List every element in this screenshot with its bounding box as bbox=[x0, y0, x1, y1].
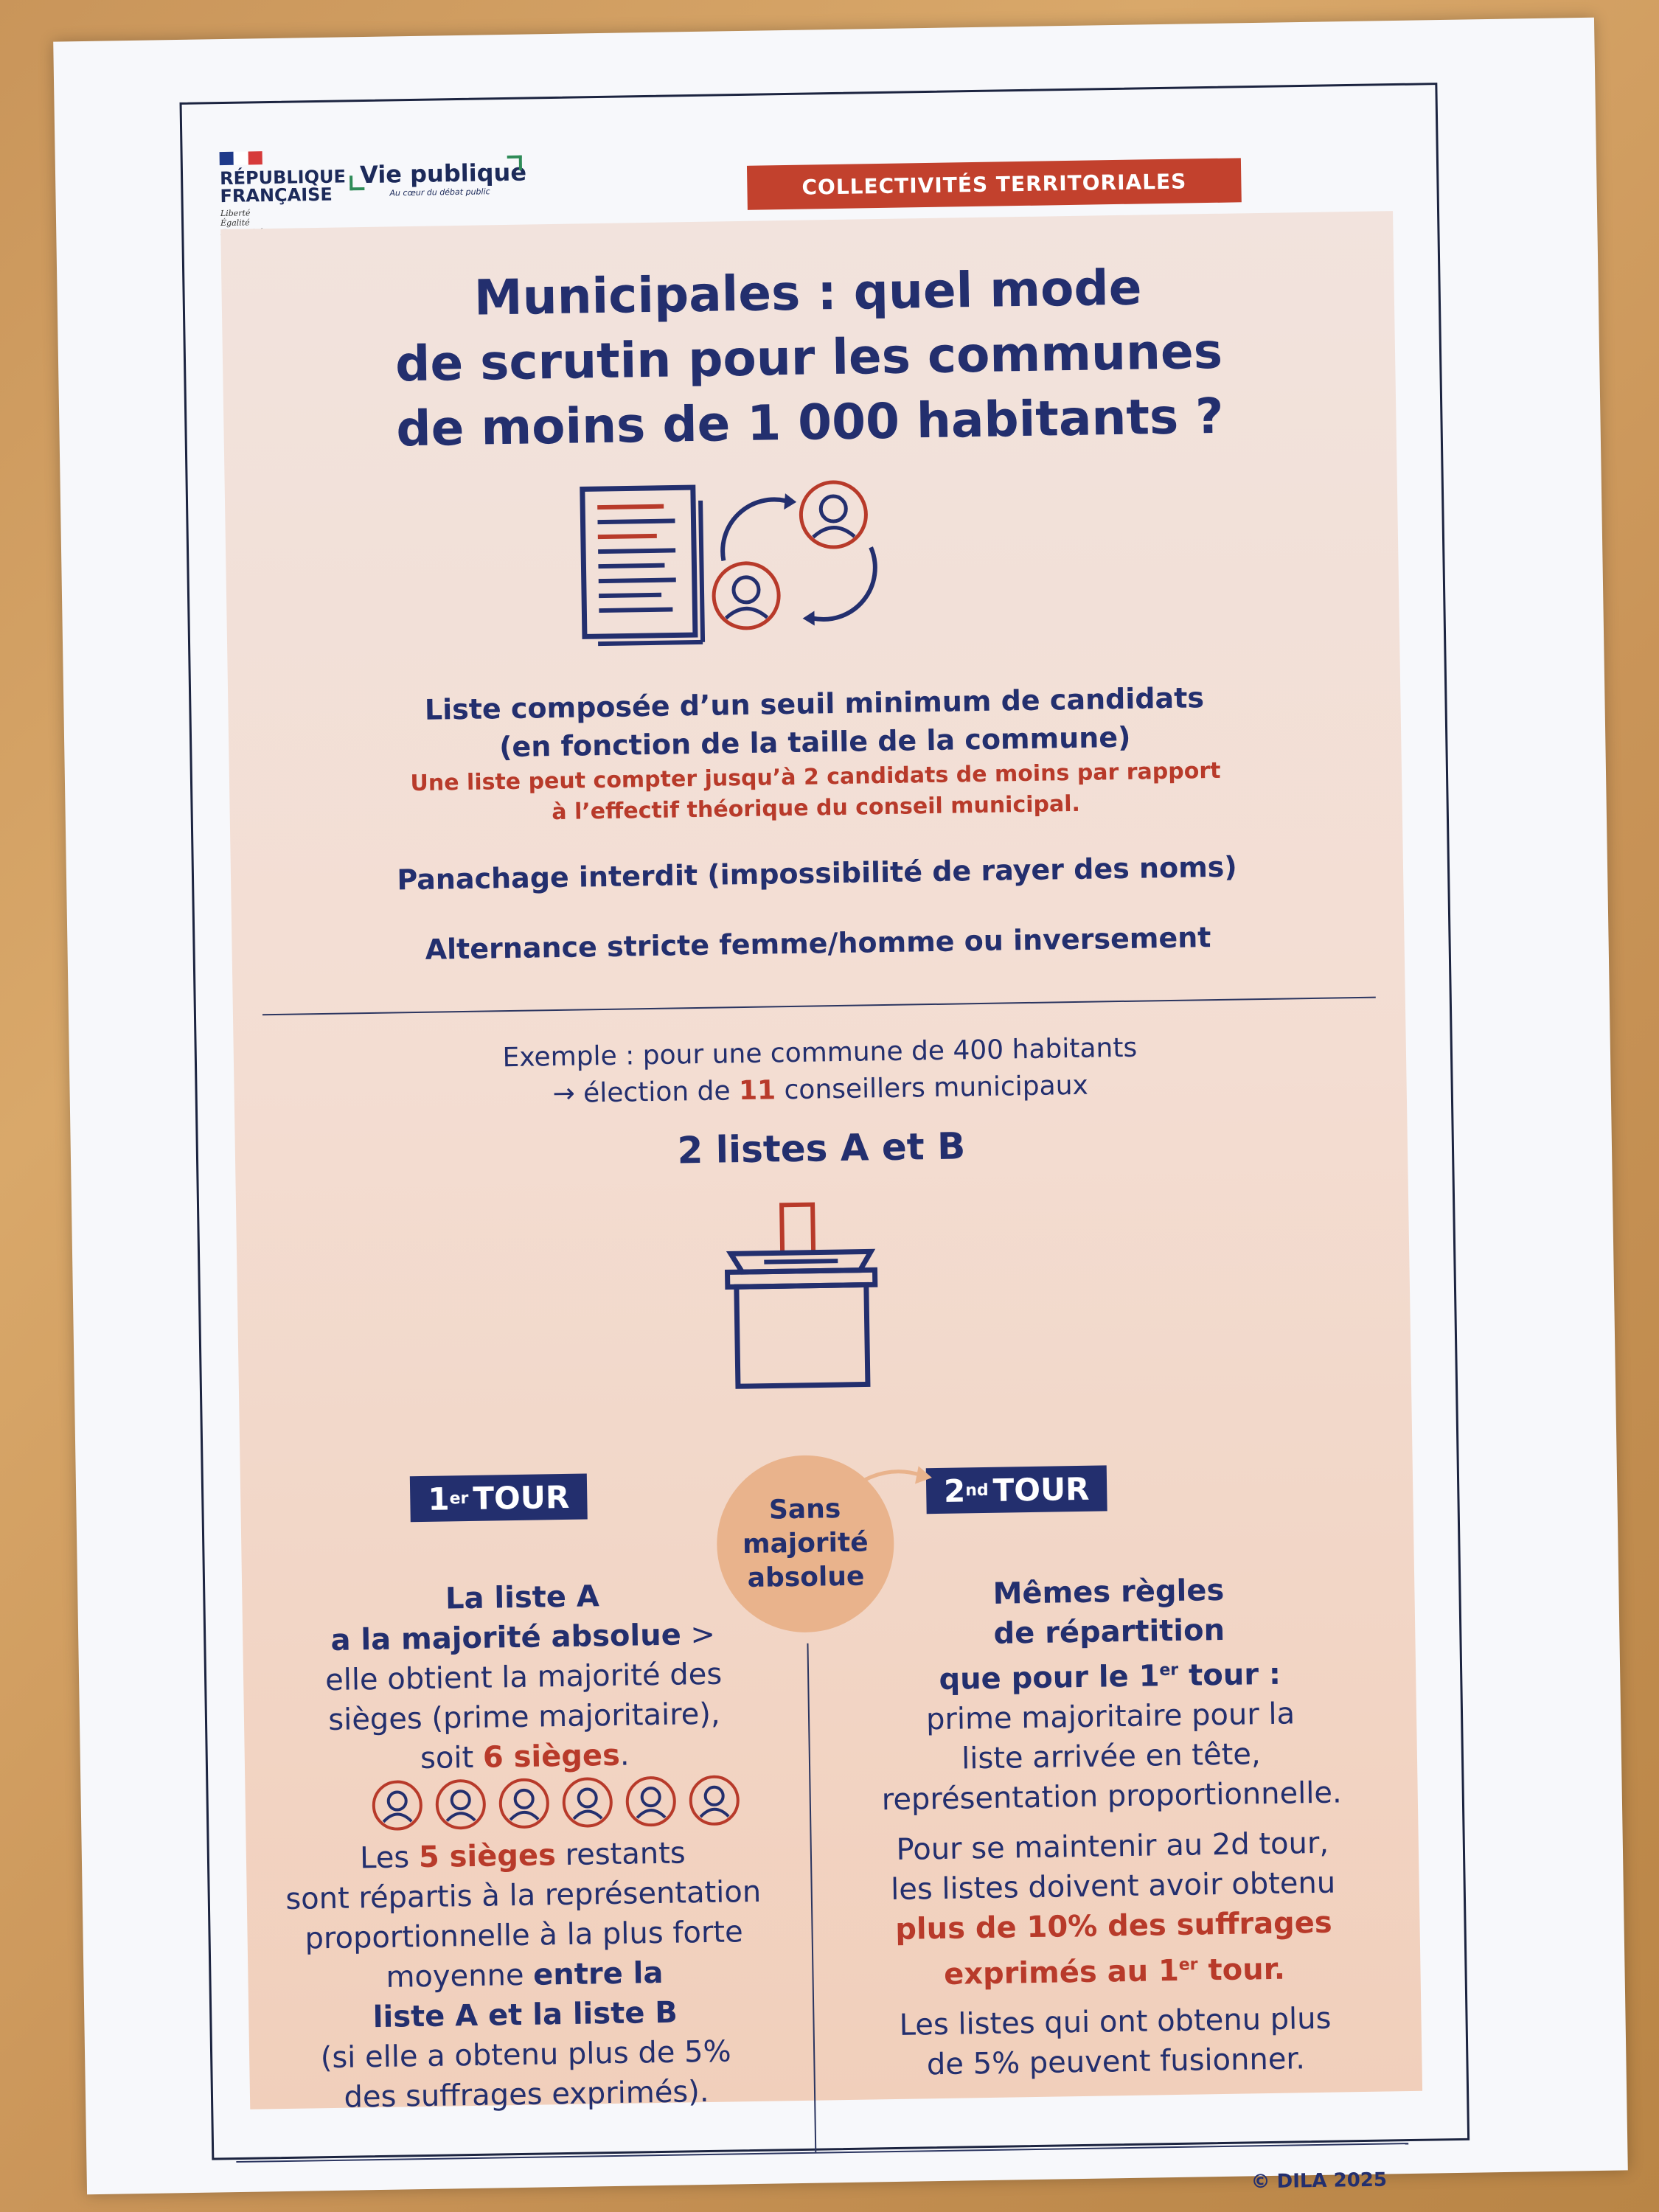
tour2-label bbox=[926, 1465, 1107, 1514]
copyright: © DILA 2025 bbox=[1251, 2168, 1388, 2194]
tour1-line: elle obtient la majorité des bbox=[324, 1657, 723, 1698]
tour2-column bbox=[817, 1568, 1408, 2086]
motto-liberte: Liberté bbox=[220, 208, 251, 219]
seat-person-icon bbox=[687, 1773, 741, 1827]
tour2-number: 2 bbox=[943, 1472, 966, 1509]
column-separator bbox=[807, 1644, 816, 2152]
example-suffix: conseillers municipaux bbox=[775, 1070, 1089, 1106]
note-line: à l’effectif théorique du conseil municipal. bbox=[552, 790, 1081, 826]
threshold-line: exprimés au 1 bbox=[943, 1953, 1180, 1992]
remaining-suffix: restants bbox=[555, 1836, 686, 1873]
tour2-line: Les listes qui ont obtenu plus bbox=[899, 2001, 1332, 2042]
seat-person-icon bbox=[560, 1775, 614, 1829]
title-line: de moins de 1 000 habitants ? bbox=[395, 387, 1225, 458]
tour2-line: prime majoritaire pour la bbox=[925, 1697, 1295, 1737]
infographic-panel bbox=[220, 211, 1422, 2194]
document-frame bbox=[180, 83, 1470, 2194]
tour2-line: liste arrivée en tête, bbox=[961, 1737, 1261, 1776]
tour1-prefix: soit bbox=[420, 1740, 484, 1776]
lists-heading: 2 listes A et B bbox=[677, 1124, 966, 1172]
tour1-text: TOUR bbox=[473, 1478, 570, 1517]
tour2-heading: de répartition bbox=[993, 1613, 1225, 1651]
circle-line: absolue bbox=[747, 1561, 865, 1594]
example-arrow-text: → élection de bbox=[552, 1076, 740, 1110]
divider bbox=[262, 997, 1376, 1016]
seats-five: 5 sièges bbox=[418, 1838, 557, 1875]
remaining-line: proportionnelle à la plus forte bbox=[305, 1915, 744, 1956]
threshold-ten-percent: plus de 10% des suffrages bbox=[894, 1905, 1333, 1947]
tour1-sup: er bbox=[449, 1489, 469, 1508]
six-seats-icons bbox=[370, 1773, 741, 1832]
republique-line2: FRANÇAISE bbox=[220, 184, 333, 207]
tour2-sup: nd bbox=[965, 1481, 989, 1500]
seats-six: 6 sièges bbox=[482, 1738, 621, 1775]
title-line: Municipales : quel mode bbox=[473, 259, 1142, 327]
remaining-prefix: Les bbox=[359, 1840, 420, 1876]
list-line: (en fonction de la taille de la commune) bbox=[498, 720, 1131, 764]
tour1-column bbox=[286, 1574, 761, 1781]
councillor-count: 11 bbox=[738, 1075, 776, 1107]
tour1-heading: La liste A bbox=[445, 1579, 600, 1616]
candidate-list-icon bbox=[575, 477, 888, 652]
tour1-number: 1 bbox=[427, 1480, 450, 1517]
tour1-suffix: . bbox=[619, 1738, 630, 1773]
tour1-gt: > bbox=[681, 1617, 716, 1652]
tour2-heading-sup: er bbox=[1159, 1660, 1179, 1680]
seat-person-icon bbox=[370, 1778, 424, 1832]
brand-name: Vie publique bbox=[359, 158, 527, 189]
category-banner: COLLECTIVITÉS TERRITORIALES bbox=[747, 158, 1242, 210]
republique-francaise-logo bbox=[220, 150, 347, 237]
tour1-label bbox=[410, 1473, 588, 1522]
footer-divider bbox=[236, 2143, 1408, 2163]
remaining-bold: entre la bbox=[532, 1955, 664, 1992]
circle-line: Sans bbox=[768, 1494, 841, 1526]
title-line: de scrutin pour les communes bbox=[394, 322, 1223, 393]
tour2-heading: que pour le 1 bbox=[939, 1659, 1160, 1697]
note-line: Une liste peut compter jusqu’à 2 candidats de moins par rapport bbox=[410, 757, 1221, 797]
remaining-bold: liste A et la liste B bbox=[372, 1995, 678, 2035]
threshold-line: tour. bbox=[1197, 1952, 1286, 1988]
motto-egalite: Égalité bbox=[220, 218, 250, 229]
tour1-remaining bbox=[261, 1832, 789, 2118]
page-title bbox=[221, 251, 1397, 465]
french-flag-icon bbox=[220, 151, 262, 165]
seat-person-icon bbox=[497, 1776, 551, 1830]
ballot-box-icon bbox=[719, 1200, 884, 1394]
tour2-line: représentation proportionnelle. bbox=[881, 1775, 1343, 1818]
example-line: Exemple : pour une commune de 400 habitants bbox=[502, 1032, 1138, 1074]
example-text bbox=[234, 1026, 1407, 1118]
seat-person-icon bbox=[434, 1778, 487, 1832]
panachage-rule: Panachage interdit (impossibilité de rayer des noms) bbox=[397, 850, 1238, 897]
tour1-majority: a la majorité absolue bbox=[330, 1618, 682, 1658]
list-line: Liste composée d’un seuil minimum de candidats bbox=[424, 681, 1205, 726]
logo-corner-icon bbox=[507, 156, 522, 170]
tour2-line: de 5% peuvent fusionner. bbox=[926, 2041, 1306, 2081]
republique-line1: RÉPUBLIQUE bbox=[219, 166, 347, 189]
tour2-line: Pour se maintenir au 2d tour, bbox=[896, 1826, 1329, 1868]
threshold-sup: er bbox=[1178, 1955, 1198, 1975]
remaining-line: moyenne bbox=[386, 1958, 534, 1994]
vie-publique-logo bbox=[360, 159, 527, 199]
brand-tagline: Au cœur du débat public bbox=[389, 187, 490, 198]
alternance-rule: Alternance stricte femme/homme ou inversement bbox=[425, 921, 1211, 966]
tour2-text: TOUR bbox=[992, 1470, 1090, 1509]
tour1-line: sièges (prime majoritaire), bbox=[327, 1697, 720, 1738]
paper-sheet bbox=[53, 18, 1628, 2194]
tour2-heading: Mêmes règles bbox=[992, 1573, 1225, 1611]
seat-person-icon bbox=[624, 1775, 678, 1829]
tour2-heading: tour : bbox=[1178, 1658, 1281, 1694]
circle-line: majorité bbox=[742, 1527, 869, 1560]
tour2-line: les listes doivent avoir obtenu bbox=[890, 1865, 1336, 1907]
logo-corner-icon bbox=[349, 175, 364, 190]
remaining-line: des suffrages exprimés). bbox=[344, 2074, 709, 2115]
remaining-line: (si elle a obtenu plus de 5% bbox=[320, 2034, 731, 2076]
remaining-line: sont répartis à la représentation bbox=[285, 1874, 762, 1916]
